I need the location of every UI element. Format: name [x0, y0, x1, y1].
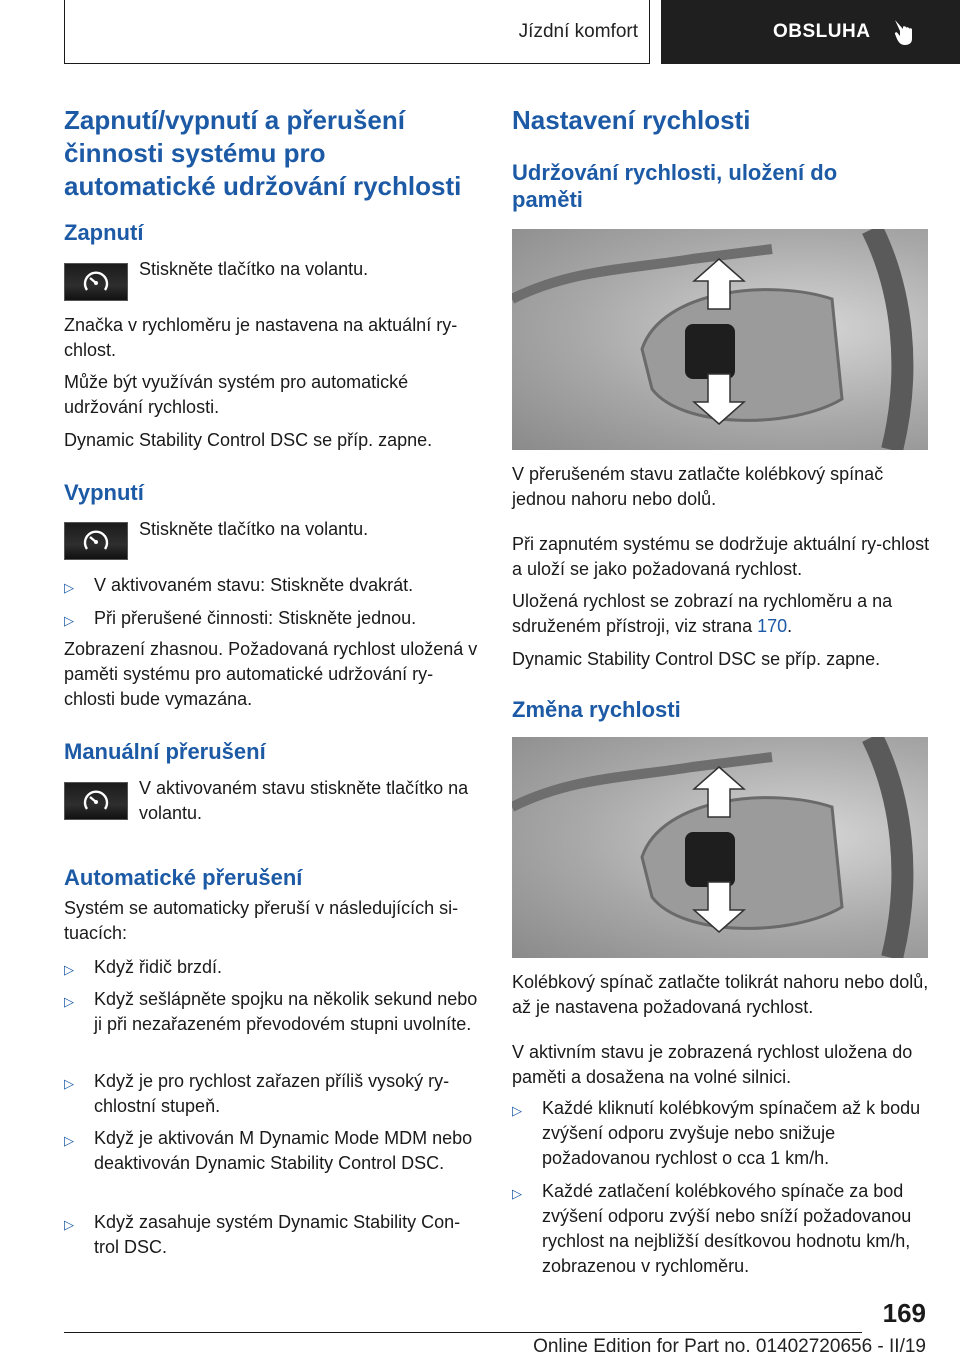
- store-text-1: V přerušeném stavu zatlačte kolébkový spínač jednou nahoru nebo dolů.: [512, 464, 884, 509]
- on-heading: Zapnutí: [64, 220, 144, 245]
- off-text-1: Zobrazení zhasnou. Požadovaná rychlost uložená v paměti systému pro automatické udržování ry-chlosti bude vymazána.: [64, 639, 478, 709]
- list-item: ▷ Když řidič brzdí.: [64, 955, 484, 982]
- cruise-control-button-image: [64, 522, 128, 560]
- triangle-bullet-icon: ▷: [64, 1217, 74, 1232]
- store-heading: Udržování rychlosti, uložení do paměti: [512, 160, 838, 212]
- right-title: Nastavení rychlosti: [512, 105, 751, 135]
- change-heading: Změna rychlosti: [512, 697, 681, 722]
- triangle-bullet-icon: ▷: [64, 1133, 74, 1148]
- triangle-bullet-icon: ▷: [64, 1076, 74, 1091]
- cruise-control-button-image: [64, 782, 128, 820]
- triangle-bullet-icon: ▷: [64, 580, 74, 595]
- steering-wheel-rocker-switch-photo: [512, 229, 928, 450]
- steering-wheel-rocker-switch-photo: [512, 737, 928, 958]
- triangle-bullet-icon: ▷: [64, 613, 74, 628]
- page-link-170[interactable]: 170: [757, 616, 788, 636]
- off-heading: Vypnutí: [64, 480, 144, 505]
- on-text-2: Může být využíván systém pro automatické udržování rychlosti.: [64, 372, 409, 417]
- triangle-bullet-icon: ▷: [64, 962, 74, 977]
- list-item: ▷ Když je pro rychlost zařazen příliš vysoký ry-chlostní stupeň.: [64, 1069, 484, 1119]
- list-item: ▷ Když sešlápněte spojku na několik sekund nebo ji při nezařazeném převodovém stupni uvolníte.: [64, 987, 484, 1037]
- triangle-bullet-icon: ▷: [512, 1103, 522, 1118]
- chapter-title: OBSLUHA: [773, 21, 871, 42]
- store-text-4: Dynamic Stability Control DSC se příp. zapne.: [512, 649, 881, 669]
- change-text-2: V aktivním stavu je zobrazená rychlost uložena do paměti a dosažena na volné silnici.: [512, 1042, 913, 1087]
- left-title: Zapnutí/vypnutí a přerušení činnosti systému pro automatické udržování rychlosti: [64, 105, 462, 201]
- speedometer-icon: [81, 787, 111, 815]
- footer-rule: [64, 1332, 862, 1333]
- list-item: ▷ Každé kliknutí kolébkovým spínačem až k bodu zvýšení odporu zvyšuje nebo snižuje požadovanou rychlost o cca 1 km/h.: [512, 1096, 932, 1171]
- triangle-bullet-icon: ▷: [512, 1186, 522, 1201]
- section-title: Jízdní komfort: [518, 21, 638, 42]
- list-item: ▷ Když je aktivován M Dynamic Mode MDM nebo deaktivován Dynamic Stability Control DSC.: [64, 1126, 484, 1176]
- speedometer-icon: [81, 268, 111, 296]
- change-text-1: Kolébkový spínač zatlačte tolikrát nahoru nebo dolů, až je nastavena požadovaná rychlost.: [512, 972, 929, 1017]
- list-item: ▷ Při přerušené činnosti: Stiskněte jednou.: [64, 606, 484, 633]
- page-number: 169: [882, 1298, 926, 1328]
- rocker-switch-illustration: [512, 229, 928, 450]
- auto-intro: Systém se automaticky přeruší v následujících si-tuacích:: [64, 898, 459, 943]
- auto-heading: Automatické přerušení: [64, 865, 303, 890]
- list-item: ▷ Když zasahuje systém Dynamic Stability Con-trol DSC.: [64, 1210, 484, 1260]
- triangle-bullet-icon: ▷: [64, 994, 74, 1009]
- on-text-1: Značka v rychloměru je nastavena na aktuální ry-chlost.: [64, 315, 458, 360]
- edition-note: Online Edition for Part no. 01402720656 - II/19: [533, 1336, 926, 1357]
- on-text-3: Dynamic Stability Control DSC se příp. zapne.: [64, 430, 433, 450]
- list-item: ▷ Každé zatlačení kolébkového spínače za bod zvýšení odporu zvýší nebo sníží požadovanou rychlost na nejbližší desítkovou hodnotu km/h, zobrazenou v rychloměru.: [512, 1179, 932, 1279]
- manual-heading: Manuální přerušení: [64, 739, 266, 764]
- on-button-text: Stiskněte tlačítko na volantu.: [139, 259, 369, 279]
- off-button-text: Stiskněte tlačítko na volantu.: [139, 519, 369, 539]
- list-item: ▷ V aktivovaném stavu: Stiskněte dvakrát.: [64, 573, 484, 600]
- store-text-2: Při zapnutém systému se dodržuje aktuální ry-chlost a uloží se jako požadovaná rychlost.: [512, 534, 930, 579]
- manual-button-text: V aktivovaném stavu stiskněte tlačítko na volantu.: [139, 778, 469, 823]
- pointing-hand-icon: [892, 18, 916, 46]
- rocker-switch-illustration: [512, 737, 928, 958]
- store-text-3: Uložená rychlost se zobrazí na rychloměru a na sdruženém přístroji, viz strana 170.: [512, 591, 893, 636]
- speedometer-icon: [81, 527, 111, 555]
- chapter-tab[interactable]: [661, 0, 960, 64]
- cruise-control-button-image: [64, 263, 128, 301]
